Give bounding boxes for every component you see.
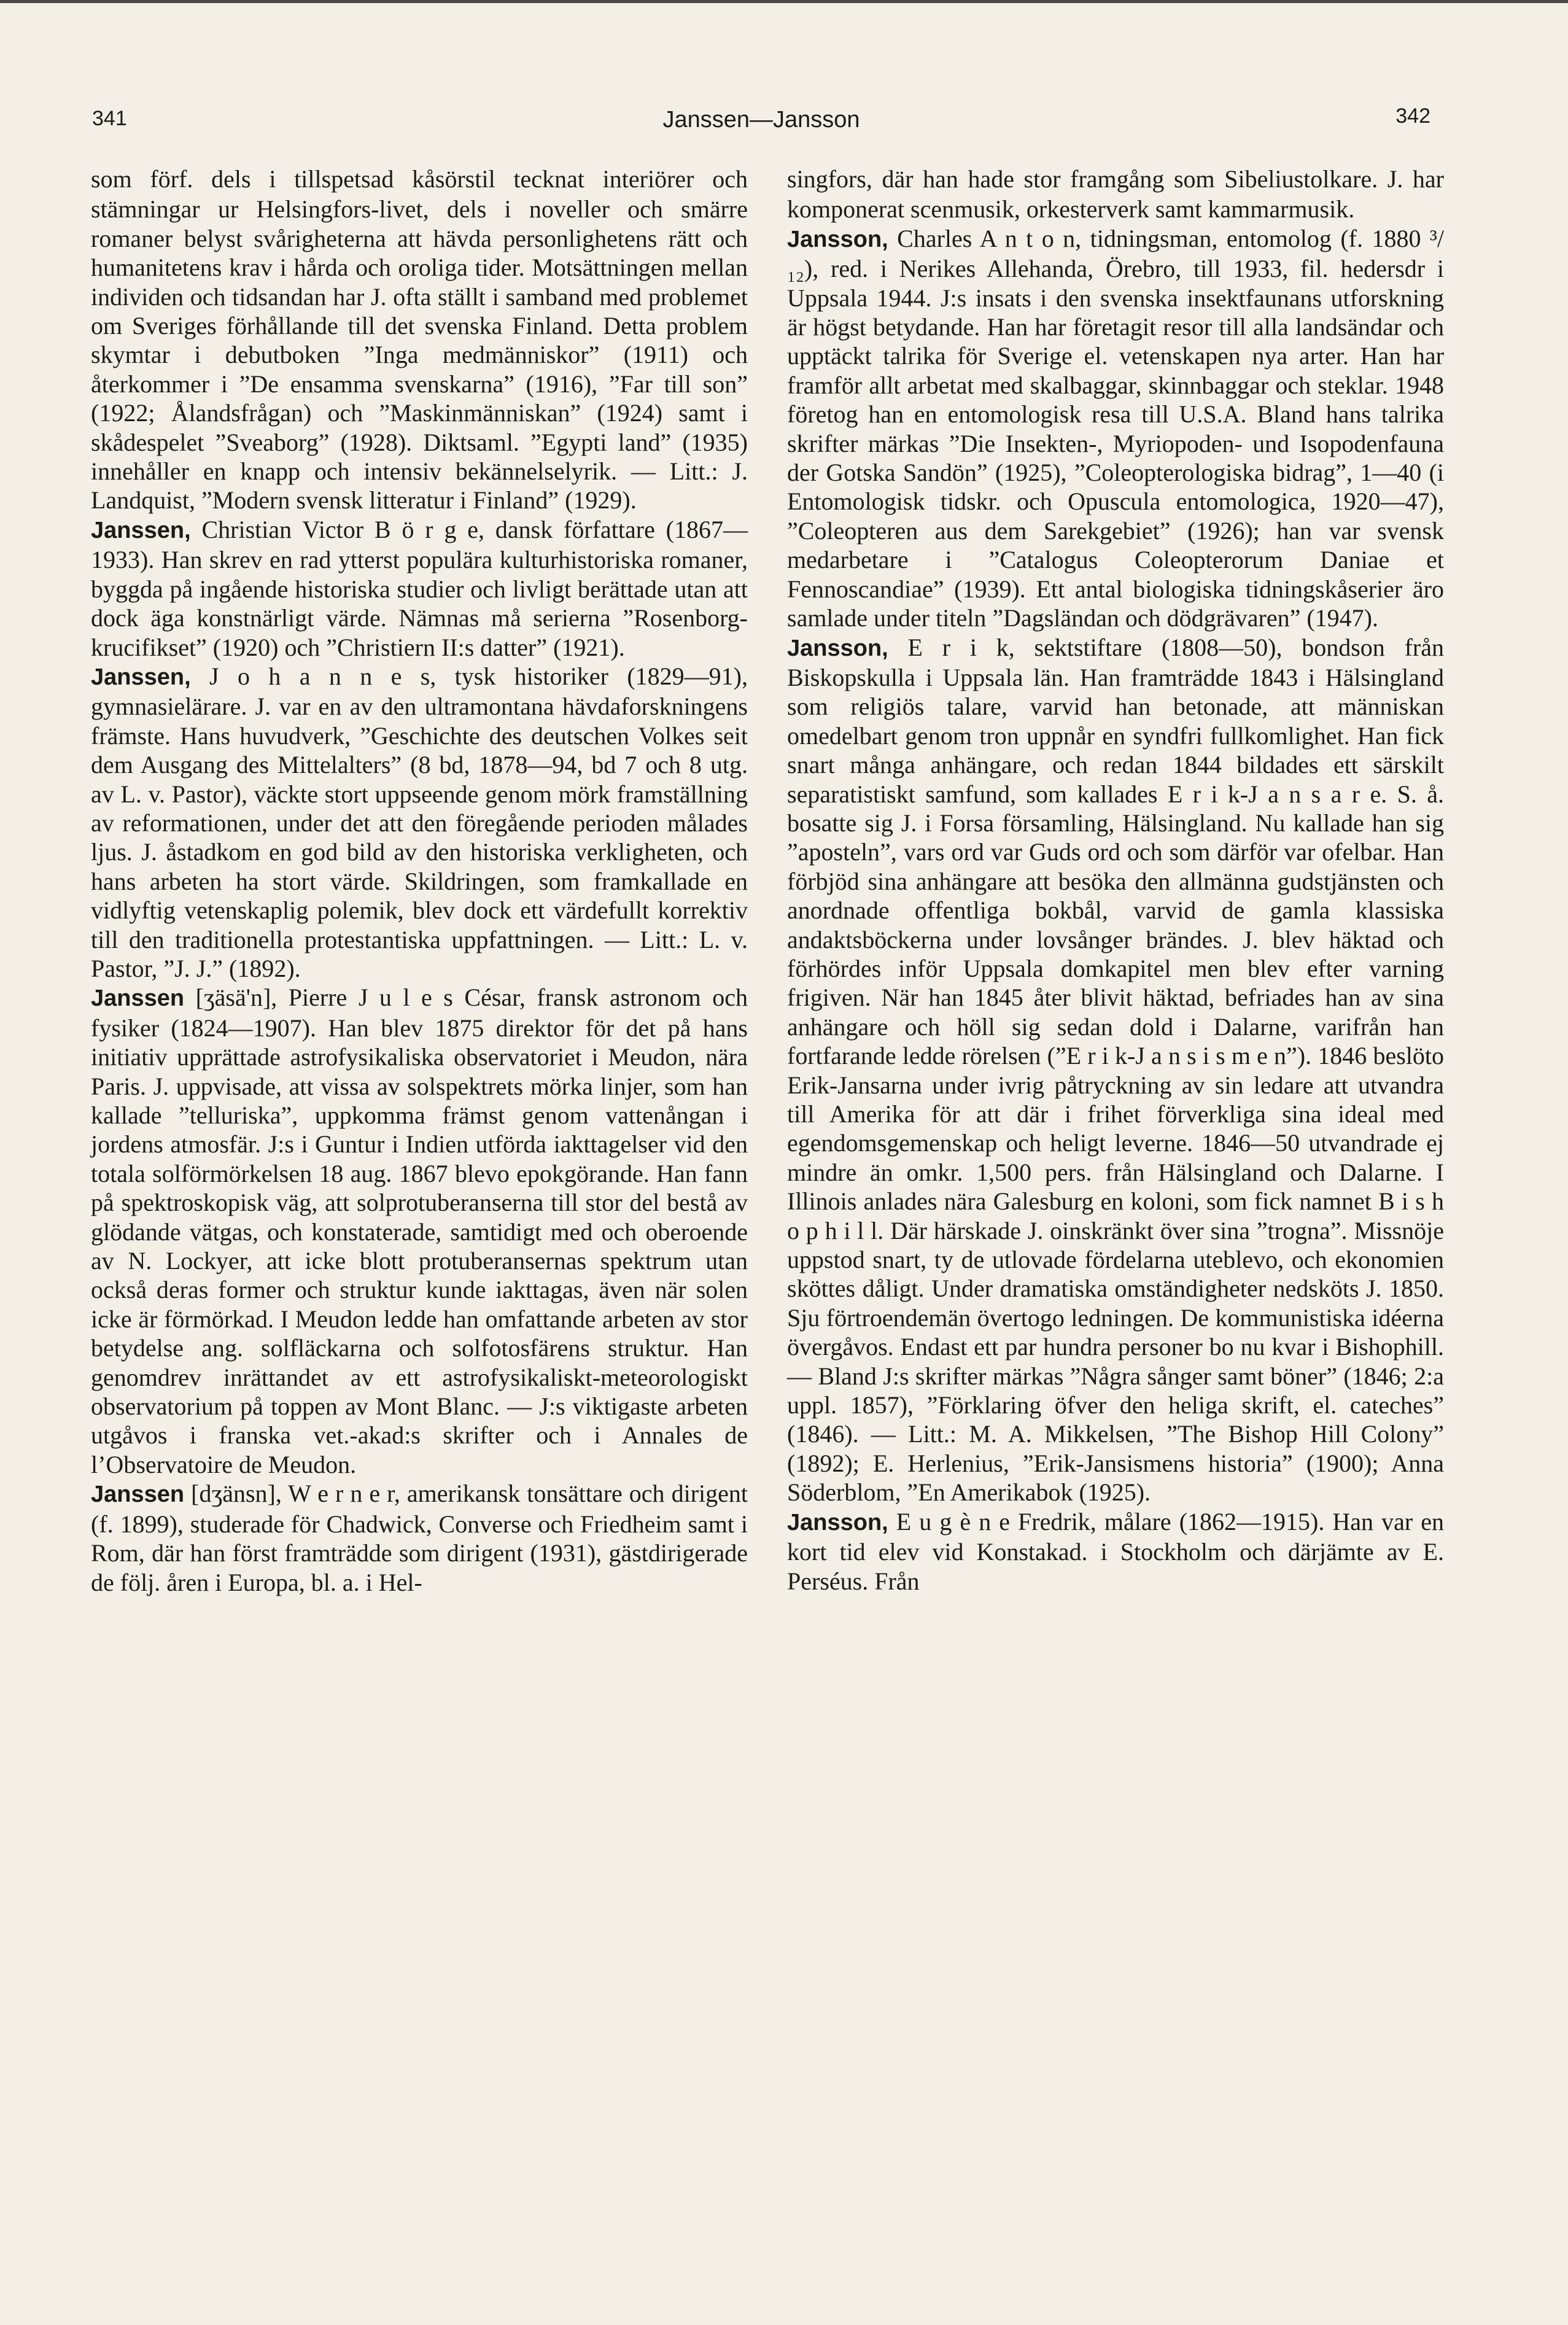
left-column — [91, 165, 748, 1597]
entry-text: E r i k, sektstiftare (1808—50), bondson från Biskopskulla i Uppsala län. Han framträdde 1843 i Hälsingland som religiös talare, varvid han betonade, att människan omedelbart genom tron uppnår en syndfri fullkomlighet. Han fick snart många anhängare, och redan 1844 bildades ett särskilt separatistiskt samfund, som kallades E r i k-J a n s a r e. S. å. bosatte sig J. i Forsa församling, Hälsingland. Nu kallade han sig ”aposteln”, vars ord var Guds ord och som därför var ofelbar. Han förbjöd sina anhängare att besöka den allmänna gudstjänsten och anordnade offentliga bokbål, varvid de gamla klassiska andaktsböckerna under lovsånger brändes. J. blev häktad och förhördes inför Uppsala domkapitel men blev efter varning frigiven. När han 1845 åter blivit häktad, befriades han av sina anhängare och höll sig sedan dold i Dalarne, varifrån han fortfarande ledde rörelsen (”E r i k-J a n s i s m e n”). 1846 beslöto Erik-Jansarna under ivrig påtryckning av sin ledare att utvandra till Amerika för att där i frihet förverkliga sina ideal med egendomsgemenskap och heligt leverne. 1846—50 utvandrade ej mindre än omkr. 1,500 pers. från Hälsingland och Dalarne. I Illinois anlades nära Galesburg en koloni, som fick namnet B i s h o p h i l l. Där härskade J. oinskränkt över sina ”trogna”. Missnöje uppstod snart, ty de utlovade fördelarna uteblevo, och ekonomien sköttes dåligt. Under dramatiska omständigheter nedsköts J. 1850. Sju förtroendemän övertogo ledningen. De kommunistiska idéerna övergåvos. Endast ett par hundra personer bo nu kvar i Bishophill. — Bland J:s skrifter märkas ”Några sånger samt böner” (1846; 2:a uppl. 1857), ”Förklaring öfver den heliga skrift, el. cateches” (1846). — Litt.: M. A. Mikkelsen, ”The Bishop Hill Colony” (1892); E. Herlenius, ”Erik-Jansismens historia” (1900); Anna Söderblom, ”En Amerikabok (1925). — [787, 633, 1444, 1507]
entry-text: som förf. dels i tillspetsad kåsörstil tecknat interiörer och stämningar ur Helsingfors-livet, dels i noveller och smärre romaner belyst svårigheterna att hävda personlighetens rätt och humanitetens krav i hårda och oroliga tider. Motsättningen mellan individen och tidsandan har J. ofta ställt i samband med problemet om Sveriges förhållande till det svenska Finland. Detta problem skymtar i debutboken ”Inga medmänniskor” (1911) och återkommer i ”De ensamma svenskarna” (1916), ”Far till son” (1922; Ålandsfrågan) och ”Maskinmänniskan” (1924) samt i skådespelet ”Sveaborg” (1928). Diktsaml. ”Egypti land” (1935) innehåller en knapp och intensiv bekännelselyrik. — Litt.: J. Landquist, ”Modern svensk litteratur i Finland” (1929). — [91, 165, 748, 514]
entry-headword: Jansson, — [787, 1509, 888, 1535]
running-title: Janssen—Jansson — [662, 107, 860, 133]
entry-headword: Janssen — [91, 1481, 185, 1508]
entry-text: Christian Victor B ö r g e, dansk författare (1867—1933). Han skrev en rad ytterst populära kulturhistoriska romaner, byggda på ingående historiska studier och livligt berättade utan att dock äga konstnärligt värde. Nämnas må serierna ”Rosenborg-krucifikset” (1920) och ”Christiern II:s datter” (1921). — [91, 515, 748, 661]
entry-paragraph — [787, 633, 1444, 1507]
entry-paragraph — [787, 224, 1444, 633]
entry-paragraph — [91, 662, 748, 983]
page-number-left: 341 — [92, 107, 127, 130]
entry-headword: Janssen, — [91, 664, 191, 690]
entry-headword: Janssen, — [91, 517, 191, 543]
entry-headword: Janssen — [91, 985, 185, 1012]
entry-paragraph — [91, 515, 748, 662]
entry-paragraph — [787, 1507, 1444, 1596]
entry-headword: Jansson, — [787, 635, 888, 661]
page-header — [92, 98, 1430, 135]
entry-text: E u g è n e Fredrik, målare (1862—1915). Han var en kort tid elev vid Konstakad. i Stockholm och därjämte av E. Perséus. Från — [787, 1507, 1444, 1595]
entry-text: singfors, där han hade stor framgång som Sibeliustolkare. J. har komponerat scenmusik, orkesterverk samt kammarmusik. — [787, 165, 1444, 223]
entry-paragraph — [91, 983, 748, 1479]
entry-text: J o h a n n e s, tysk historiker (1829—91), gymnasielärare. J. var en av den ultramontana hävdaforskningens främste. Hans huvudverk, ”Geschichte des deutschen Volkes seit dem Ausgang des Mittelalters” (8 bd, 1878—94, bd 7 och 8 utg. av L. v. Pastor), väckte stort uppseende genom mörk framställning av reformationen, under det att den föregående perioden målades ljus. J. åstadkom en god bild av den historiska verkligheten, och hans arbeten ha stort värde. Skildringen, som framkallade en vidlyftig vetenskaplig polemik, blev dock ett värdefullt korrektiv till den traditionella protestantiska uppfattningen. — Litt.: L. v. Pastor, ”J. J.” (1892). — [91, 662, 748, 982]
entry-headword: Jansson, — [787, 226, 888, 252]
right-column — [787, 165, 1444, 1596]
top-edge-rule — [0, 0, 1568, 3]
entry-text: [dʒänsn], W e r n e r, amerikansk tonsättare och dirigent (f. 1899), studerade för Chadwick, Converse och Friedheim samt i Rom, där han först framträdde som dirigent (1931), gästdirigerade de följ. åren i Europa, bl. a. i Hel- — [91, 1480, 748, 1596]
entry-text: [ʒäsä'n], Pierre J u l e s César, fransk astronom och fysiker (1824—1907). Han blev 1875 direktor för det på hans initiativ upprättade astrofysikaliska observatoriet i Meudon, nära Paris. J. uppvisade, att vissa av solspektrets mörka linjer, som han kallade ”telluriska”, uppkomma främst genom vattenångan i jordens atmosfär. J:s i Guntur i Indien utförda iakttagelser vid den totala solförmörkelsen 18 aug. 1867 blevo epokgörande. Han fann på spektroskopisk väg, att solprotuberanserna till stor del bestå av glödande vätgas, och konstaterade, samtidigt med och oberoende av N. Lockyer, att icke blott protuberansernas spektrum utan också deras former och struktur kunde iakttagas, även när solen icke är förmörkad. I Meudon ledde han omfattande arbeten av stor betydelse ang. solfläckarna och solfotosfärens struktur. Han genomdrev inrättandet av ett astrofysikaliskt-meteorologiskt observatorium på toppen av Mont Blanc. — J:s viktigaste arbeten utgåvos i franska vet.-akad:s skrifter och i Annales de l’Observatoire de Meudon. — [91, 984, 748, 1478]
entry-paragraph — [91, 165, 748, 515]
entry-text: Charles A n t o n, tidningsman, entomolog (f. 1880 ³/₁₂), red. i Nerikes Allehanda, Örebro, till 1933, fil. hedersdr i Uppsala 1944. J:s insats i den svenska insektfaunans utforskning är högst betydande. Han har företagit resor till alla landsändar och upptäckt talrika för Sverige el. vetenskapen nya arter. Han har framför allt arbetat med skalbaggar, skinnbaggar och steklar. 1948 företog han en entomologisk resa till U.S.A. Bland hans talrika skrifter märkas ”Die Insekten-, Myriopoden- und Isopodenfauna der Gotska Sandön” (1925), ”Coleopterologiska bidrag”, 1—40 (i Entomologisk tidskr. och Opuscula entomologica, 1920—47), ”Coleopteren aus dem Sarekgebiet” (1926); han var svensk medarbetare i ”Catalogus Coleopterorum Daniae et Fennoscandiae” (1939). Ett antal biologiska tidningskåserier äro samlade under titeln ”Dagsländan och dödgrävaren” (1947). — [787, 224, 1444, 632]
page-number-right: 342 — [1395, 104, 1430, 128]
entry-paragraph — [787, 165, 1444, 224]
entry-paragraph — [91, 1479, 748, 1597]
